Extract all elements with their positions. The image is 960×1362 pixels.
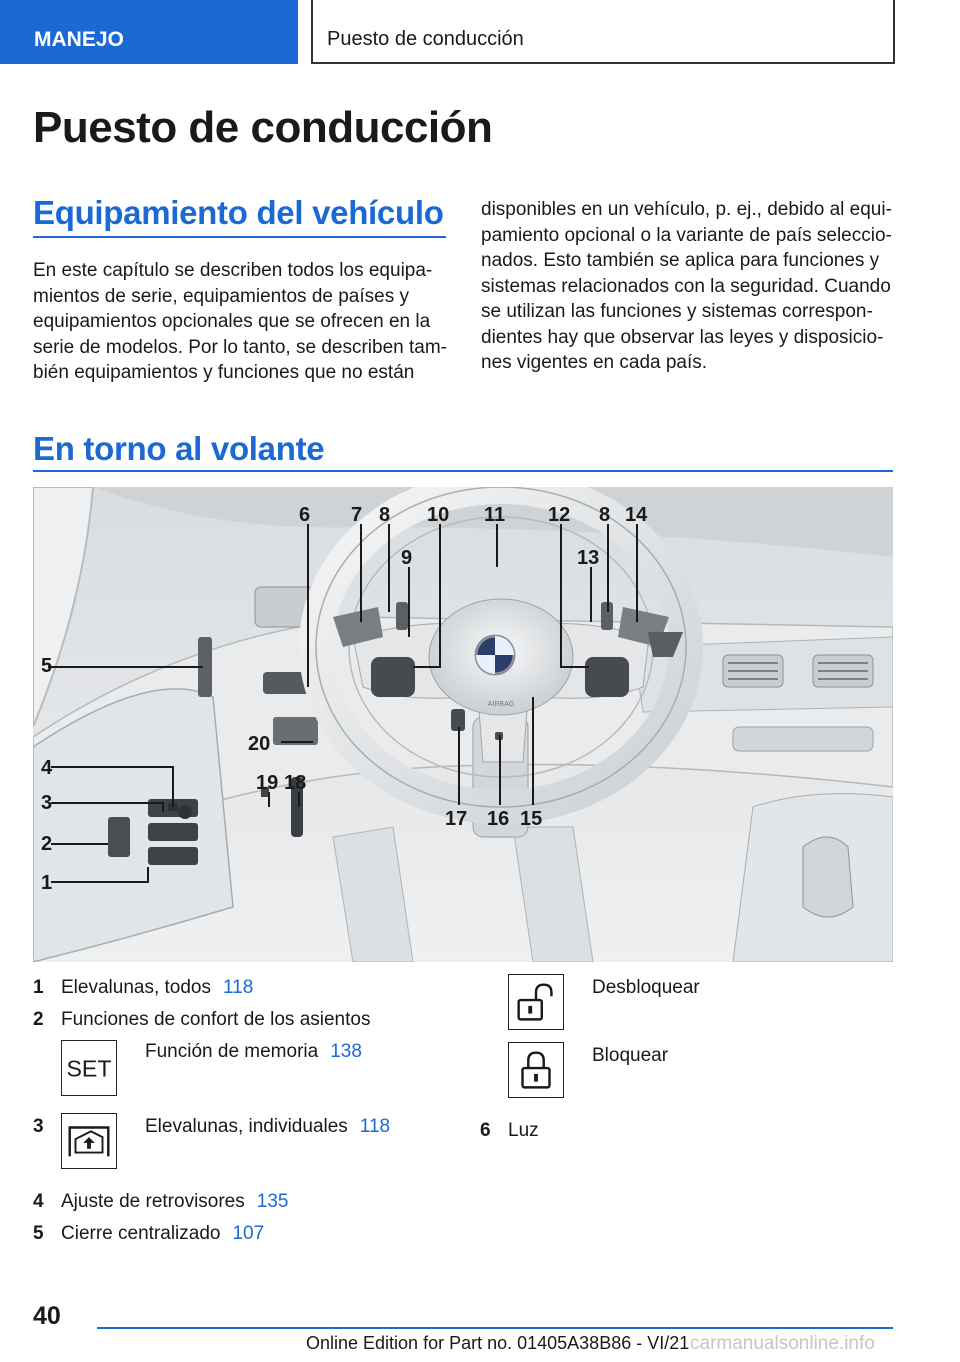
callout-18: 18 (284, 772, 307, 794)
callout-20: 20 (248, 733, 271, 755)
section-tab: MANEJO (0, 0, 298, 64)
callout-9: 9 (401, 547, 413, 569)
airbag-label: AIRBAG (487, 701, 515, 708)
callout-16: 16 (487, 808, 510, 830)
callout-19: 19 (256, 772, 279, 794)
cockpit-drawing (33, 487, 893, 962)
page-link[interactable]: 107 (232, 1223, 265, 1244)
callout-5: 5 (41, 655, 53, 677)
callout-14: 14 (625, 504, 648, 526)
page-link[interactable]: 135 (256, 1191, 289, 1212)
edition-footer: Online Edition for Part no. 01405A38B86 - VI/21 (306, 1333, 690, 1353)
callout-15: 15 (520, 808, 543, 830)
chapter-header: Puesto de conducción (311, 0, 895, 64)
callout-6: 6 (299, 504, 311, 526)
callout-8b: 8 (599, 504, 611, 526)
set-icon (61, 1040, 117, 1096)
callout-17: 17 (445, 808, 468, 830)
heading-rule (33, 236, 446, 238)
heading-rule (33, 470, 893, 472)
callout-2: 2 (41, 833, 53, 855)
unlock-icon (508, 974, 564, 1030)
page-link[interactable]: 118 (223, 977, 254, 998)
intro-paragraph-left: En este capítulo se describen todos los equipa- mientos de serie, equipamientos de países y equipamientos opcionales que se ofrecen en la serie de modelos. Por lo tanto, se describen tam- bién equipamientos y funciones que no están (33, 260, 447, 383)
callout-12: 12 (548, 504, 571, 526)
section-heading-steering: En torno al volante (33, 430, 325, 467)
callout-3: 3 (41, 792, 53, 814)
watermark: carmanualsonline.info (690, 1333, 875, 1354)
callout-8: 8 (379, 504, 391, 526)
callout-7: 7 (351, 504, 363, 526)
section-heading-equipment: Equipamiento del vehículo (33, 194, 444, 231)
page-number: 40 (33, 1302, 61, 1330)
page-link[interactable]: 118 (359, 1116, 391, 1137)
callout-11: 11 (484, 504, 506, 526)
window-icon (61, 1113, 117, 1169)
cockpit-illustration (33, 487, 893, 962)
callout-10: 10 (427, 504, 450, 526)
lock-icon (508, 1042, 564, 1098)
svg-text:SET: SET (66, 1055, 112, 1082)
callout-4: 4 (41, 757, 53, 779)
footer-rule (97, 1327, 893, 1329)
page-link[interactable]: 138 (330, 1041, 362, 1062)
callout-1: 1 (41, 872, 53, 894)
callout-13: 13 (577, 547, 600, 569)
page-title: Puesto de conducción (33, 103, 493, 152)
intro-paragraph-right: disponibles en un vehículo, p. ej., debido al equi- pamiento opcional o la variante de país seleccio- nados. Esto también se aplica para funciones y sistemas relacionados con la seguridad. Cuando se utilizan las funciones y sistemas correspon- dientes hay que observar las leyes y disposicio- nes vigentes en cada país. (481, 199, 892, 373)
